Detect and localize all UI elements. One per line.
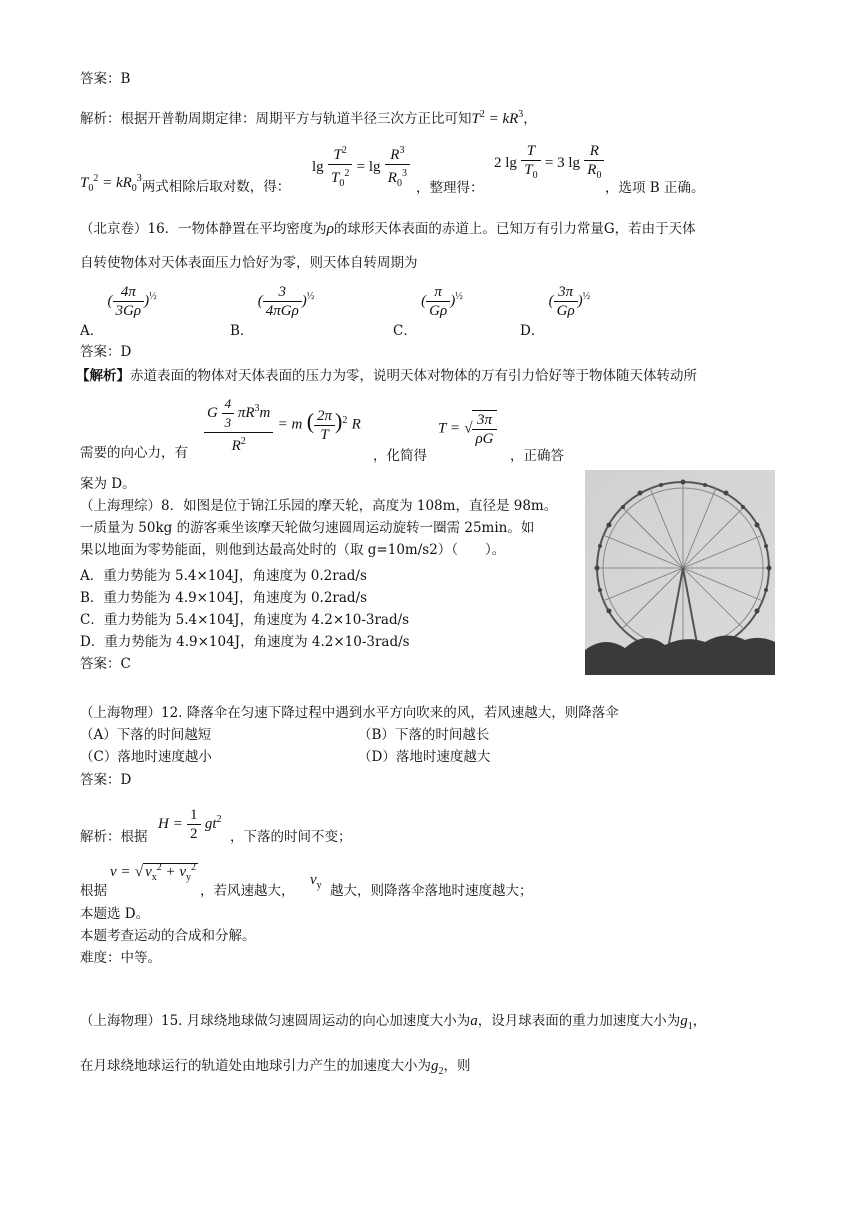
- formula-gravity-centripetal: G $\frac{4}{3}$ $\pi R^3m$ $R^2$ = m ( $\frac{2\pi}{T}$ )$^2$ R: [204, 395, 361, 455]
- formula-period: T = √ $\frac{3\pi}{\rho G}$: [438, 410, 497, 448]
- symbol-g2: $g_2$: [431, 1058, 444, 1077]
- question-15-line-2: [80, 1057, 471, 1081]
- question-8-stem-3: 果以地面为零势能面，则他到达最高处时的（取 g=10m/s2）（ ）。: [80, 542, 506, 558]
- question-12-option-d: （D）落地时速度越大: [358, 749, 491, 765]
- rho-symbol: ρ: [326, 221, 334, 237]
- option-d-label: D．: [520, 322, 545, 339]
- analysis-line: 解析：根据开普勒周期定律：周期平方与轨道半径三次方正比可知$T^2 = kR^3$，: [80, 109, 537, 127]
- question-12-option-b: （B）下落的时间越长: [358, 727, 490, 743]
- option-b-label: B．: [230, 322, 254, 339]
- option-a: [80, 283, 157, 339]
- question-16-stem-1: [80, 220, 696, 238]
- question-12-conclusion: 本题选 D。: [80, 906, 150, 922]
- analysis-text-2c: ，正确答: [510, 448, 564, 464]
- stem-text-2b: ，则: [443, 1058, 471, 1074]
- formula-vy: $v_y$: [310, 872, 322, 891]
- question-16-answer: 答案：D: [80, 344, 132, 360]
- formula-log-ratio: lg $\frac{T^2}{T_0^2}$ = lg $\frac{R^3}{R_0^3}$: [312, 142, 410, 193]
- analysis-text-2b: ，若风速越大，: [200, 883, 295, 899]
- question-8-answer: 答案：C: [80, 656, 131, 672]
- option-a-formula: ( $\frac{4\pi}{3G\rho}$ )$^{\frac{1}{2}}$: [107, 284, 157, 319]
- question-12-option-a: （A）下落的时间越短: [80, 727, 212, 743]
- question-8-stem-2: 一质量为 50kg 的游客乘坐该摩天轮做匀速圆周运动旋转一圈需 25min。如: [80, 520, 535, 536]
- question-15-line-1: [80, 1012, 706, 1036]
- answer-line: 答案：B: [80, 71, 131, 87]
- question-12-analysis-1: 解析：根据: [80, 829, 148, 845]
- question-16-analysis-3: 案为 D。: [80, 476, 136, 492]
- stem-text: （北京卷）16．一物体静置在平均密度为: [80, 221, 327, 237]
- stem-text-b: ，设月球表面的重力加速度大小为: [477, 1013, 681, 1029]
- formula-velocity: v = √ $v_x^2 + v_y^2$: [110, 862, 197, 883]
- option-c: [393, 283, 463, 339]
- analysis-text-2: 两式相除后取对数，得：: [141, 179, 291, 195]
- question-12-analysis-2: 根据: [80, 883, 107, 899]
- question-12-topic: 本题考查运动的合成和分解。: [80, 928, 256, 944]
- option-c-label: C．: [393, 322, 417, 339]
- symbol-a: a: [470, 1013, 478, 1029]
- question-8-option-d: D．重力势能为 4.9×104J，角速度为 4.2×10-3rad/s: [80, 634, 410, 650]
- analysis-text-2c: 越大，则降落伞落地时速度越大；: [330, 883, 533, 899]
- analysis-tag: 【解析】: [76, 368, 130, 384]
- question-8-stem-1: （上海理综）8．如图是位于锦江乐园的摩天轮，高度为 108m，直径是 98m。: [80, 498, 558, 514]
- formula-log-simplified: 2 lg $\frac{T}{T_0}$ = 3 lg $\frac{R}{R_0}$: [494, 142, 604, 185]
- formula-t0: $T_0^2 = kR_0^3$: [80, 173, 142, 194]
- question-8-option-a: A．重力势能为 5.4×104J，角速度为 0.2rad/s: [80, 568, 367, 584]
- analysis-text-3: ，整理得：: [416, 180, 484, 196]
- formula-free-fall: H = $\frac{1}{2}$ $gt^2$: [158, 807, 222, 842]
- question-12-difficulty: 难度：中等。: [80, 950, 161, 966]
- option-d-formula: ( $\frac{3\pi}{G\rho}$ )$^{\frac{1}{2}}$: [548, 284, 591, 319]
- ferris-wheel-image: [585, 470, 775, 675]
- analysis-text-4: ，选项 B 正确。: [605, 180, 705, 196]
- option-b: [230, 283, 315, 339]
- analysis-text: 赤道表面的物体对天体表面的压力为零，说明天体对物体的万有引力恰好等于物体随天体转动所: [130, 368, 697, 384]
- question-16-analysis-2: 需要的向心力，有: [80, 445, 188, 461]
- stem-text-2a: 在月球绕地球运行的轨道处由地球引力产生的加速度大小为: [80, 1058, 431, 1074]
- question-12-option-c: （C）落地时速度越小: [80, 749, 212, 765]
- question-16-analysis-1: [76, 364, 697, 384]
- stem-text-b: 的球形天体表面的赤道上。已知万有引力常量G，若由于天体: [333, 221, 696, 237]
- analysis-text-2b: ，化简得: [373, 448, 427, 464]
- question-16-stem-2: 自转使物体对天体表面压力恰好为零，则天体自转周期为: [80, 255, 418, 271]
- analysis-text-1b: ，下落的时间不变；: [230, 829, 352, 845]
- symbol-g1: $g_1$: [680, 1013, 693, 1032]
- analysis-text: 解析：根据开普勒周期定律：周期平方与轨道半径三次方正比可知: [80, 111, 472, 127]
- stem-text-a: （上海物理）15. 月球绕地球做匀速圆周运动的向心加速度大小为: [80, 1013, 471, 1029]
- question-8-option-c: C．重力势能为 5.4×104J，角速度为 4.2×10-3rad/s: [80, 612, 410, 628]
- option-d: [520, 283, 591, 339]
- question-12-answer: 答案：D: [80, 772, 132, 788]
- stem-text-c: ，: [692, 1013, 707, 1029]
- question-8-option-b: B．重力势能为 4.9×104J，角速度为 0.2rad/s: [80, 590, 368, 606]
- option-b-formula: ( $\frac{3}{\text{4πGρ}}$ )$^{\frac{1}{2}}$: [257, 284, 315, 319]
- option-a-label: A．: [80, 322, 104, 339]
- question-12-stem: （上海物理）12. 降落伞在匀速下降过程中遇到水平方向吹来的风，若风速越大，则降落伞: [80, 705, 619, 721]
- option-c-formula: ( $\frac{\pi}{G\rho}$ )$^{\frac{1}{2}}$: [421, 284, 463, 319]
- formula-kepler: $T^2 = kR^3$: [471, 109, 524, 127]
- analysis-formula-line: [80, 140, 291, 195]
